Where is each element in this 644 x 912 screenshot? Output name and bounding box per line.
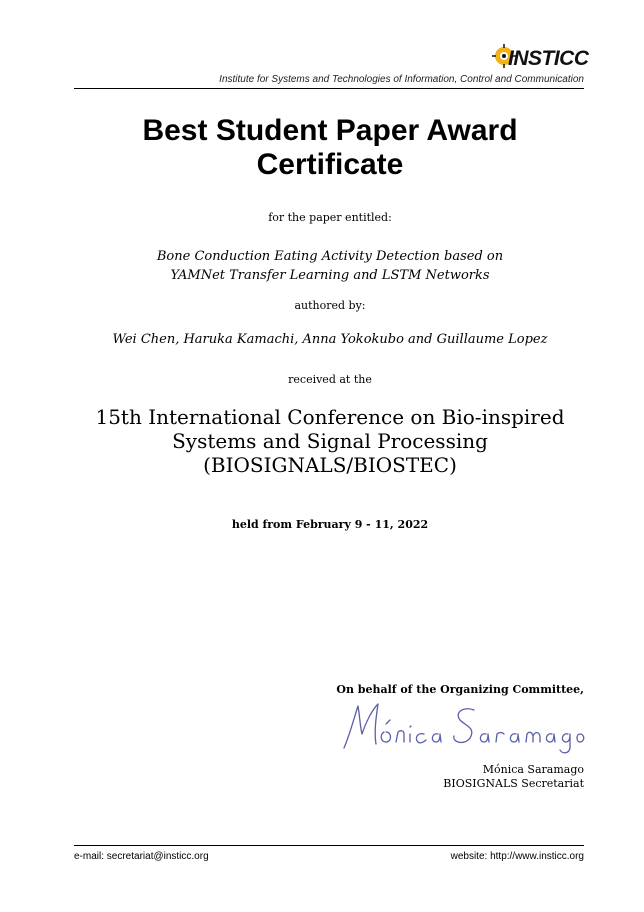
authors-list: Wei Chen, Haruka Kamachi, Anna Yokokubo and Guillaume Lopez bbox=[112, 332, 548, 347]
on-behalf-label: On behalf of the Organizing Committee, bbox=[336, 683, 584, 696]
authored-by-label: authored by: bbox=[294, 299, 366, 312]
insticc-logo bbox=[490, 42, 589, 76]
certificate-title bbox=[60, 114, 600, 182]
conference-line-1: 15th International Conference on Bio-inspired bbox=[95, 405, 565, 429]
for-paper-label: for the paper entitled: bbox=[268, 211, 392, 224]
event-dates: held from February 9 - 11, 2022 bbox=[231, 518, 429, 531]
signatory-role: BIOSIGNALS Secretariat bbox=[443, 777, 584, 790]
footer-website: website: http://www.insticc.org bbox=[450, 851, 584, 862]
paper-title bbox=[40, 247, 620, 285]
footer-divider bbox=[74, 845, 584, 846]
paper-title-line-1: Bone Conduction Eating Activity Detection based on bbox=[156, 249, 504, 264]
received-at-label: received at the bbox=[288, 373, 372, 386]
footer-email: e-mail: secretariat@insticc.org bbox=[74, 851, 209, 862]
handwritten-signature bbox=[336, 696, 588, 756]
title-line-1: Best Student Paper Award bbox=[142, 114, 518, 147]
header-divider bbox=[74, 88, 584, 89]
signatory-name: Mónica Saramago bbox=[482, 763, 584, 776]
institute-tagline: Institute for Systems and Technologies of Information, Control and Communication bbox=[219, 74, 584, 85]
title-line-2: Certificate bbox=[256, 148, 404, 181]
conference-line-3: (BIOSIGNALS/BIOSTEC) bbox=[203, 453, 457, 477]
conference-name bbox=[40, 405, 620, 477]
logo-wordmark: INSTICC bbox=[508, 47, 589, 70]
paper-title-line-2: YAMNet Transfer Learning and LSTM Networks bbox=[170, 268, 490, 283]
conference-line-2: Systems and Signal Processing bbox=[172, 429, 488, 453]
